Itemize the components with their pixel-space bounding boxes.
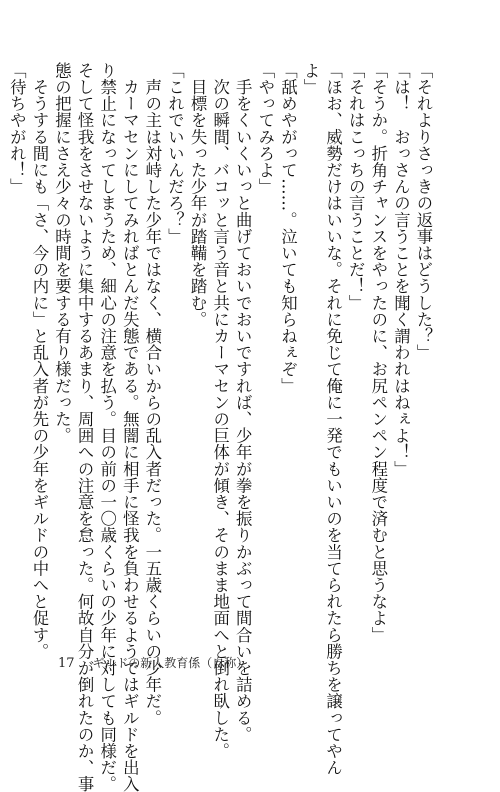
text-line: 「は！ おっさんの言うことを聞く謂われはねぇよ！」 — [391, 62, 411, 477]
text-line: 目標を失った少年が踏鞴を踏む。 — [188, 62, 208, 328]
text-line: 「それよりさっきの返事はどうした？」 — [414, 62, 433, 361]
text-line: 手をくいくいっと曲げておいでおいですれば、少年が拳を振りかぶって間合いを詰める。 — [233, 62, 253, 743]
text-line: 声の主は対峙した少年ではなく、横合いからの乱入者だった。一五歳くらいの少年だ。 — [142, 62, 162, 726]
text-line: 次の瞬間、バコッと言う音と共にカーマセンの巨体が傾き、そのまま地面へと倒れ臥した。 — [210, 62, 230, 760]
text-line: 「そうか。折角チャンスをやったのに、お尻ペンペン程度で済むと思うなよ」 — [368, 62, 388, 643]
text-line: り禁止になってしまうため、細心の注意を払う。目の前の一〇歳くらいの少年に対しても同様だ。 — [97, 62, 117, 792]
text-line: そうする間にも「さ、今の内に」と乱入者が先の少年をギルドの中へと促す。 — [29, 62, 49, 660]
text-line: 「やってみろよ」 — [255, 62, 275, 195]
page-number: 17 — [58, 656, 75, 671]
text-line: そして怪我をさせないように集中するあまり、周囲への注意を怠った。何故自分が倒れたのか、事 — [75, 62, 95, 792]
text-line: 「それはこっちの言うことだ！」 — [346, 62, 366, 311]
text-line: 「これでいいんだろ？」 — [165, 62, 185, 245]
page-footer — [58, 654, 248, 671]
text-line: よ」 — [301, 62, 321, 96]
book-title: ギルドの新人教育係（自称） — [92, 656, 249, 670]
text-line: 態の把握にさえ少々の時間を要する有り様だった。 — [52, 62, 72, 444]
text-line: 「待ちやがれ！」 — [7, 62, 27, 195]
text-line: 「ほお、威勢だけはいいな。それに免じて俺に一発でもいいのを当てられたら勝ちを譲ってやん — [323, 62, 343, 776]
text-line: カーマセンにしてみればとんだ失態である。無闇に相手に怪我を負わせるようではギルドを出入 — [120, 62, 140, 792]
text-line: 「舐めやがって……。泣いても知らねぇぞ」 — [278, 62, 298, 394]
